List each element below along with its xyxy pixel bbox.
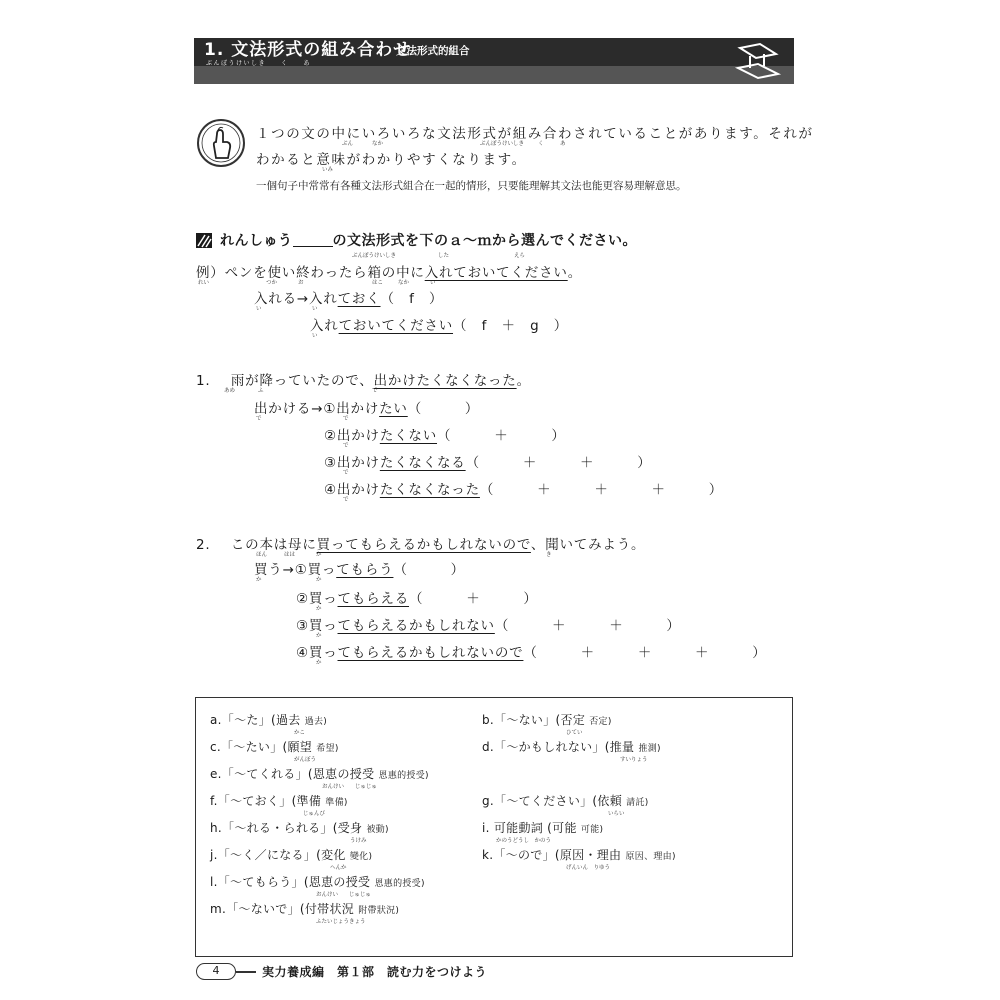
option-zh: 原因、理由) (625, 852, 676, 862)
base-form: 出かける→ (254, 401, 324, 417)
ruby: なか (398, 280, 410, 286)
form-number: ② (324, 428, 337, 444)
question-underlined: 買ってもらえるかもしれないので (316, 537, 531, 553)
form-underlined: たくない (379, 428, 438, 444)
option-zh: 附帶狀況) (358, 906, 400, 916)
example-form-underlined: ておく (337, 291, 381, 307)
option-c (210, 738, 339, 755)
form-number: ③ (324, 455, 337, 471)
option-zh: 請託) (626, 798, 649, 808)
section-title-ruby: ぶんぽうけいしき く あ (206, 60, 312, 67)
intro-line-1: １つの文の中にいろいろな文法形式が組み合わされていることがあります。それが (256, 126, 814, 142)
option-f (210, 792, 348, 809)
example-label: 例） (196, 265, 225, 281)
option-zh: 希望) (316, 744, 339, 754)
option-zh: 否定) (589, 717, 612, 727)
option-text: g.「～てください」(依頼 (482, 794, 623, 808)
option-g (482, 792, 649, 809)
form-stem: 出かけ (336, 428, 380, 444)
question-text: この本は母に (230, 537, 317, 553)
example-underlined: 入れておいてください (424, 265, 568, 281)
ruby: か (316, 552, 322, 558)
form-underlined: てもらえる (337, 591, 410, 607)
ruby: した (438, 253, 450, 259)
ruby: か (316, 660, 322, 666)
ruby: い (256, 306, 262, 312)
example-base: 入れる→ (254, 291, 310, 307)
example-form-2 (310, 314, 568, 334)
option-i (482, 819, 603, 836)
question-text: 雨が降っていたので、 (230, 373, 374, 389)
form-stem: 買っ (308, 591, 338, 607)
question-text-end: 、聞いてみよう。 (530, 537, 646, 553)
footer-running-title: 実力養成編 第１部 読む力をつけよう (262, 965, 488, 979)
ruby: じゅんび (303, 811, 326, 817)
ruby: あ (560, 141, 566, 147)
intro-translation-zh: 一個句子中常常有各種文法形式組合在一起的情形，只要能理解其文法也能更容易理解意思。 (256, 180, 687, 192)
section-subtitle-zh: 文法形式的組合 (396, 45, 470, 57)
form-stem: 買っ (308, 618, 338, 634)
ruby: いらい (608, 811, 625, 817)
form-stem: 出かけ (336, 482, 380, 498)
pointing-hand-icon (196, 118, 246, 168)
option-zh: 被動) (366, 825, 389, 835)
form-underlined: たい (379, 401, 408, 417)
example-form-1 (254, 287, 443, 307)
ruby: えら (514, 253, 526, 259)
form-underlined: たくなくなった (379, 482, 480, 498)
option-text: f.「～ておく」(準備 (210, 794, 322, 808)
form-number: ③ (296, 618, 309, 634)
ruby: ふ (258, 388, 264, 394)
form-stem: 出かけ (336, 401, 380, 417)
ruby: ぶんぽうけいしき (480, 141, 525, 147)
option-text: j.「～く／になる」(変化 (210, 848, 346, 862)
ruby: つか (266, 280, 278, 286)
question-1-form-3 (324, 451, 652, 471)
option-b (482, 711, 612, 728)
ruby: うけみ (350, 838, 367, 844)
option-text: h.「～れる・られる」(受身 (210, 821, 363, 835)
option-e (210, 765, 429, 782)
ruby: かのうどうし かのう (496, 838, 552, 844)
option-text: l.「～てもらう」(恩恵の授受 (210, 875, 371, 889)
example-stem: 入れ (310, 318, 339, 334)
ruby: げんいん りゆう (566, 865, 611, 871)
option-j (210, 846, 372, 863)
option-zh: 可能) (580, 825, 604, 835)
ruby: はこ (372, 280, 384, 286)
question-underlined: 出かけたくなくなった (373, 373, 517, 389)
decorative-bracket-icon (730, 40, 785, 82)
form-number: ① (294, 562, 308, 578)
option-text: i. 可能動詞 (可能 (482, 821, 577, 835)
ruby: はは (284, 552, 296, 558)
form-underlined: てもらえるかもしれないので (337, 645, 524, 661)
form-number: ② (296, 591, 309, 607)
example-end: 。 (567, 265, 582, 281)
example-text: ペンを使い終わったら箱の中に (224, 265, 425, 281)
option-d (482, 738, 661, 755)
base-form: 買う→ (254, 562, 295, 578)
question-2-form-4 (296, 641, 767, 661)
answer-paren: （ ） (407, 401, 480, 417)
ruby: で (343, 416, 349, 422)
example-stem: 入れ (309, 291, 338, 307)
form-stem: 買っ (308, 645, 338, 661)
answer-paren: （ ＋ ＋ ） (494, 618, 681, 634)
ruby: おんけい じゅじゅ (316, 892, 372, 898)
question-number: 2. (196, 537, 211, 553)
option-h (210, 819, 389, 836)
ruby: い (430, 280, 436, 286)
answer-paren: （ f ＋ g ） (453, 318, 569, 334)
option-a (210, 711, 327, 728)
option-k (482, 846, 676, 863)
question-end: 。 (516, 373, 531, 389)
answer-paren: （ ＋ ） (437, 428, 566, 444)
answer-paren: （ ＋ ＋ ＋ ） (523, 645, 767, 661)
option-text: d.「～かもしれない」(推量 (482, 740, 635, 754)
question-1-form-2 (324, 424, 566, 444)
option-zh: 恩惠的授受) (374, 879, 425, 889)
example-sentence (196, 261, 582, 281)
pencil-stripe-icon (196, 233, 212, 248)
option-text: e.「～てくれる」(恩恵の授受 (210, 767, 375, 781)
practice-instruction (220, 230, 637, 250)
ruby: がんぼう (294, 757, 317, 763)
practice-instruction-text: の文法形式を下のａ～ｍから選んでください。 (332, 233, 637, 249)
option-text: a.「～た」(過去 (210, 713, 301, 727)
ruby: すいりょう (620, 757, 648, 763)
ruby: ぶんぽうけいしき (352, 253, 397, 259)
blank-line (293, 236, 333, 247)
option-zh: 變化) (349, 852, 373, 862)
option-text: k.「～ので」(原因・理由 (482, 848, 622, 862)
ruby: で (343, 497, 349, 503)
ruby: かこ (294, 730, 306, 736)
option-zh: 過去) (304, 717, 328, 727)
ruby: あめ (224, 388, 236, 394)
ruby: へんか (330, 865, 347, 871)
option-zh: 準備) (325, 798, 348, 808)
option-text: b.「～ない」(否定 (482, 713, 586, 727)
form-stem: 出かけ (336, 455, 380, 471)
ruby: ひてい (566, 730, 583, 736)
answer-paren: （ ） (393, 562, 465, 578)
ruby: い (312, 333, 318, 339)
form-underlined: たくなくなる (379, 455, 466, 471)
ruby: で (343, 470, 349, 476)
ruby: で (343, 443, 349, 449)
answer-paren: （ ＋ ） (409, 591, 538, 607)
form-stem: 買っ (307, 562, 337, 578)
ruby: き (546, 552, 552, 558)
form-underlined: てもらえるかもしれない (337, 618, 495, 634)
ruby: ふたいじょうきょう (316, 919, 366, 925)
ruby: お (298, 280, 304, 286)
option-l (210, 873, 425, 890)
ruby: か (316, 606, 322, 612)
form-underlined: てもらう (336, 562, 394, 578)
question-2-form-2 (296, 587, 538, 607)
example-form-underlined: ておいてください (338, 318, 454, 334)
option-zh: 恩惠的授受) (378, 771, 429, 781)
ruby: く (538, 141, 544, 147)
header-bar-lower (194, 66, 794, 84)
question-1-form-4 (324, 478, 723, 498)
ruby: か (256, 577, 262, 583)
ruby: いみ (322, 167, 334, 173)
form-number: ④ (296, 645, 309, 661)
ruby: おんけい じゅじゅ (322, 784, 378, 790)
form-number: ① (323, 401, 337, 417)
ruby: で (372, 388, 378, 394)
form-number: ④ (324, 482, 337, 498)
option-m (210, 900, 399, 917)
ruby: い (312, 306, 318, 312)
question-1-form-1 (254, 397, 479, 417)
section-title: 1. 文法形式の組み合わせ (204, 40, 412, 60)
question-number: 1. (196, 373, 211, 389)
option-text: m.「～ないで」(付帯状況 (210, 902, 355, 916)
option-zh: 推測) (638, 744, 661, 754)
answer-paren: （ ＋ ＋ ） (465, 455, 652, 471)
answer-paren: （ ＋ ＋ ＋ ） (479, 482, 724, 498)
page-number: 4 (196, 963, 236, 980)
footer-divider (236, 971, 256, 973)
option-text: c.「～たい」(願望 (210, 740, 313, 754)
ruby: れい (198, 280, 210, 286)
question-1-sentence (196, 369, 531, 389)
ruby: か (316, 633, 322, 639)
question-2-form-3 (296, 614, 681, 634)
ruby: で (256, 416, 262, 422)
ruby: か (316, 577, 322, 583)
question-2-form-1 (254, 558, 465, 578)
ruby: ほん (256, 552, 268, 558)
answer-paren: （ f ） (380, 291, 444, 307)
practice-label: れんしゅう (220, 233, 293, 249)
ruby: なか (372, 141, 384, 147)
ruby: ぶん (342, 141, 354, 147)
intro-line-2: わかると意味がわかりやすくなります。 (256, 152, 527, 168)
